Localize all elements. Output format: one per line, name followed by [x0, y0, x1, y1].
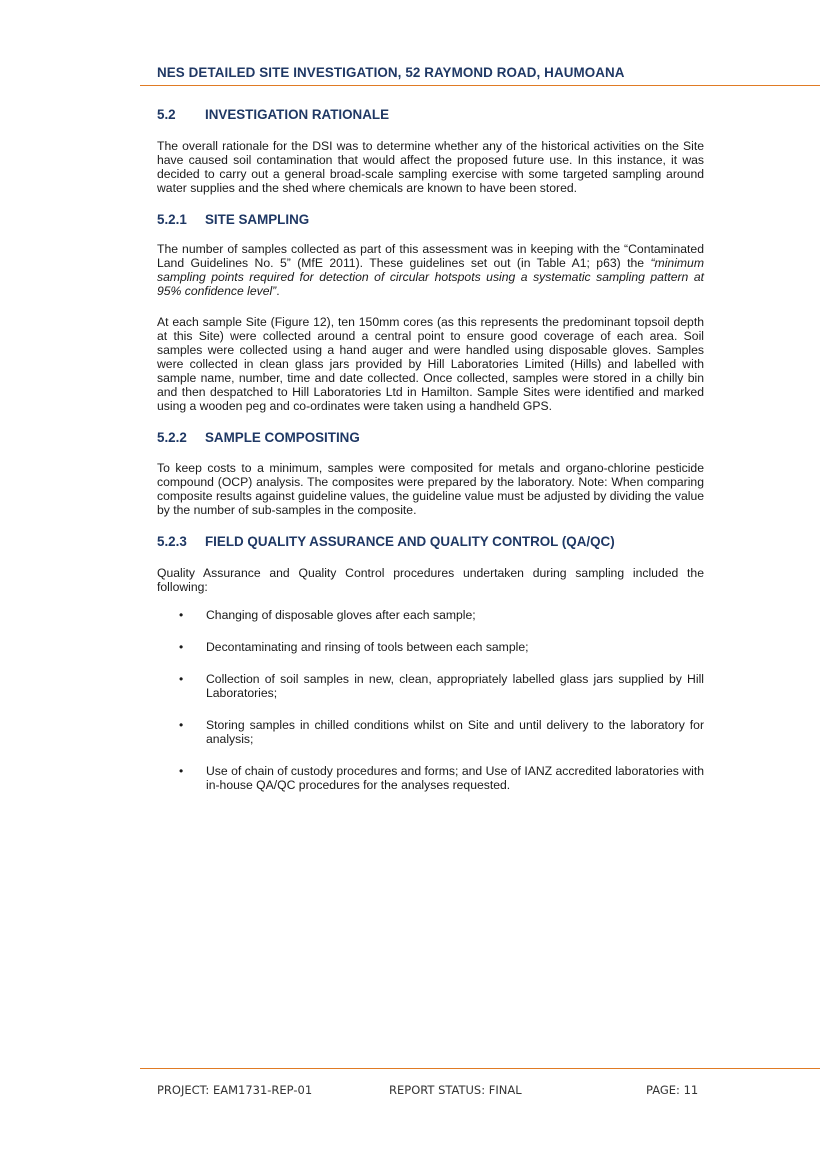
section-number: 5.2: [157, 107, 176, 122]
bullet-icon: •: [179, 764, 184, 778]
bullet-icon: •: [179, 672, 184, 686]
section-5-2-2-paragraph: To keep costs to a minimum, samples were composited for metals and organo-chlorine pesticide compound (OCP) analysis. The composites were prepared by the laboratory. Note: When comparing composite results against guideline values, the guideline value must be adjusted by dividing the value by the number of sub-samples in the composite.: [157, 461, 704, 517]
section-5-2-heading: [157, 107, 704, 122]
section-5-2-3-paragraph: Quality Assurance and Quality Control procedures undertaken during sampling included the following:: [157, 566, 704, 594]
bullet-icon: •: [179, 608, 184, 622]
list-item-text: Storing samples in chilled conditions whilst on Site and until delivery to the laboratory for analysis;: [206, 718, 704, 746]
section-5-2-3-heading: [157, 534, 704, 549]
section-5-2-1-heading: [157, 212, 704, 227]
section-5-2-2-heading: [157, 430, 704, 445]
section-number: 5.2.1: [157, 212, 187, 227]
paragraph-text: The number of samples collected as part of this assessment was in keeping with the “Contaminated Land Guidelines No. 5” (MfE 2011). These guidelines set out (in Table A1; p63) the: [157, 242, 704, 270]
footer-project-id: PROJECT: EAM1731-REP-01: [157, 1083, 313, 1097]
page-body: [157, 107, 704, 810]
section-title: SITE SAMPLING: [205, 212, 310, 227]
section-5-2-1-paragraph-2: At each sample Site (Figure 12), ten 150mm cores (as this represents the predominant topsoil depth at this Site) were collected around a central point to ensure good coverage of each area. Soil samples were collected using a hand auger and were handled using disposable gloves. Samples were collected in clean glass jars provided by Hill Laboratories Limited (Hills) and labelled with sample name, number, time and date collected. Once collected, samples were stored in a chilly bin and then despatched to Hill Laboratories Ltd in Hamilton. Sample Sites were identified and marked using a wooden peg and co-ordinates were taken using a handheld GPS.: [157, 315, 704, 413]
list-item-text: Use of chain of custody procedures and forms; and Use of IANZ accredited laboratories with in-house QA/QC procedures for the analyses requested.: [206, 764, 704, 792]
footer-report-status: REPORT STATUS: FINAL: [389, 1083, 522, 1097]
paragraph-end: .: [276, 284, 280, 298]
qa-qc-bullet-list: [157, 608, 704, 792]
list-item: [157, 672, 704, 700]
list-item-text: Collection of soil samples in new, clean, appropriately labelled glass jars supplied by Hill Laboratories;: [206, 672, 704, 700]
bullet-icon: •: [179, 640, 184, 654]
list-item-text: Changing of disposable gloves after each sample;: [206, 608, 476, 622]
section-title: FIELD QUALITY ASSURANCE AND QUALITY CONTROL (QA/QC): [205, 534, 615, 549]
section-number: 5.2.2: [157, 430, 187, 445]
section-title: INVESTIGATION RATIONALE: [205, 107, 389, 122]
section-title: SAMPLE COMPOSITING: [205, 430, 360, 445]
list-item: [157, 718, 704, 746]
footer-page-number: PAGE: 11: [646, 1083, 699, 1097]
list-item: [157, 640, 704, 654]
section-number: 5.2.3: [157, 534, 187, 549]
paragraph-quote: “minimum sampling points required for detection of circular hotspots using a systematic sampling pattern at 95% confidence level”: [157, 256, 704, 298]
section-5-2-paragraph: The overall rationale for the DSI was to determine whether any of the historical activities on the Site have caused soil contamination that would affect the proposed future use. In this instance, it was decided to carry out a general broad-scale sampling exercise with some targeted sampling around water supplies and the shed where chemicals are known to have been stored.: [157, 139, 704, 195]
document-header-title: NES DETAILED SITE INVESTIGATION, 52 RAYMOND ROAD, HAUMOANA: [157, 65, 625, 80]
list-item: [157, 608, 704, 622]
list-item-text: Decontaminating and rinsing of tools between each sample;: [206, 640, 529, 654]
section-5-2-1-paragraph-1: [157, 242, 704, 298]
list-item: [157, 764, 704, 792]
footer-divider: [140, 1068, 820, 1069]
header-divider: [140, 85, 820, 86]
bullet-icon: •: [179, 718, 184, 732]
